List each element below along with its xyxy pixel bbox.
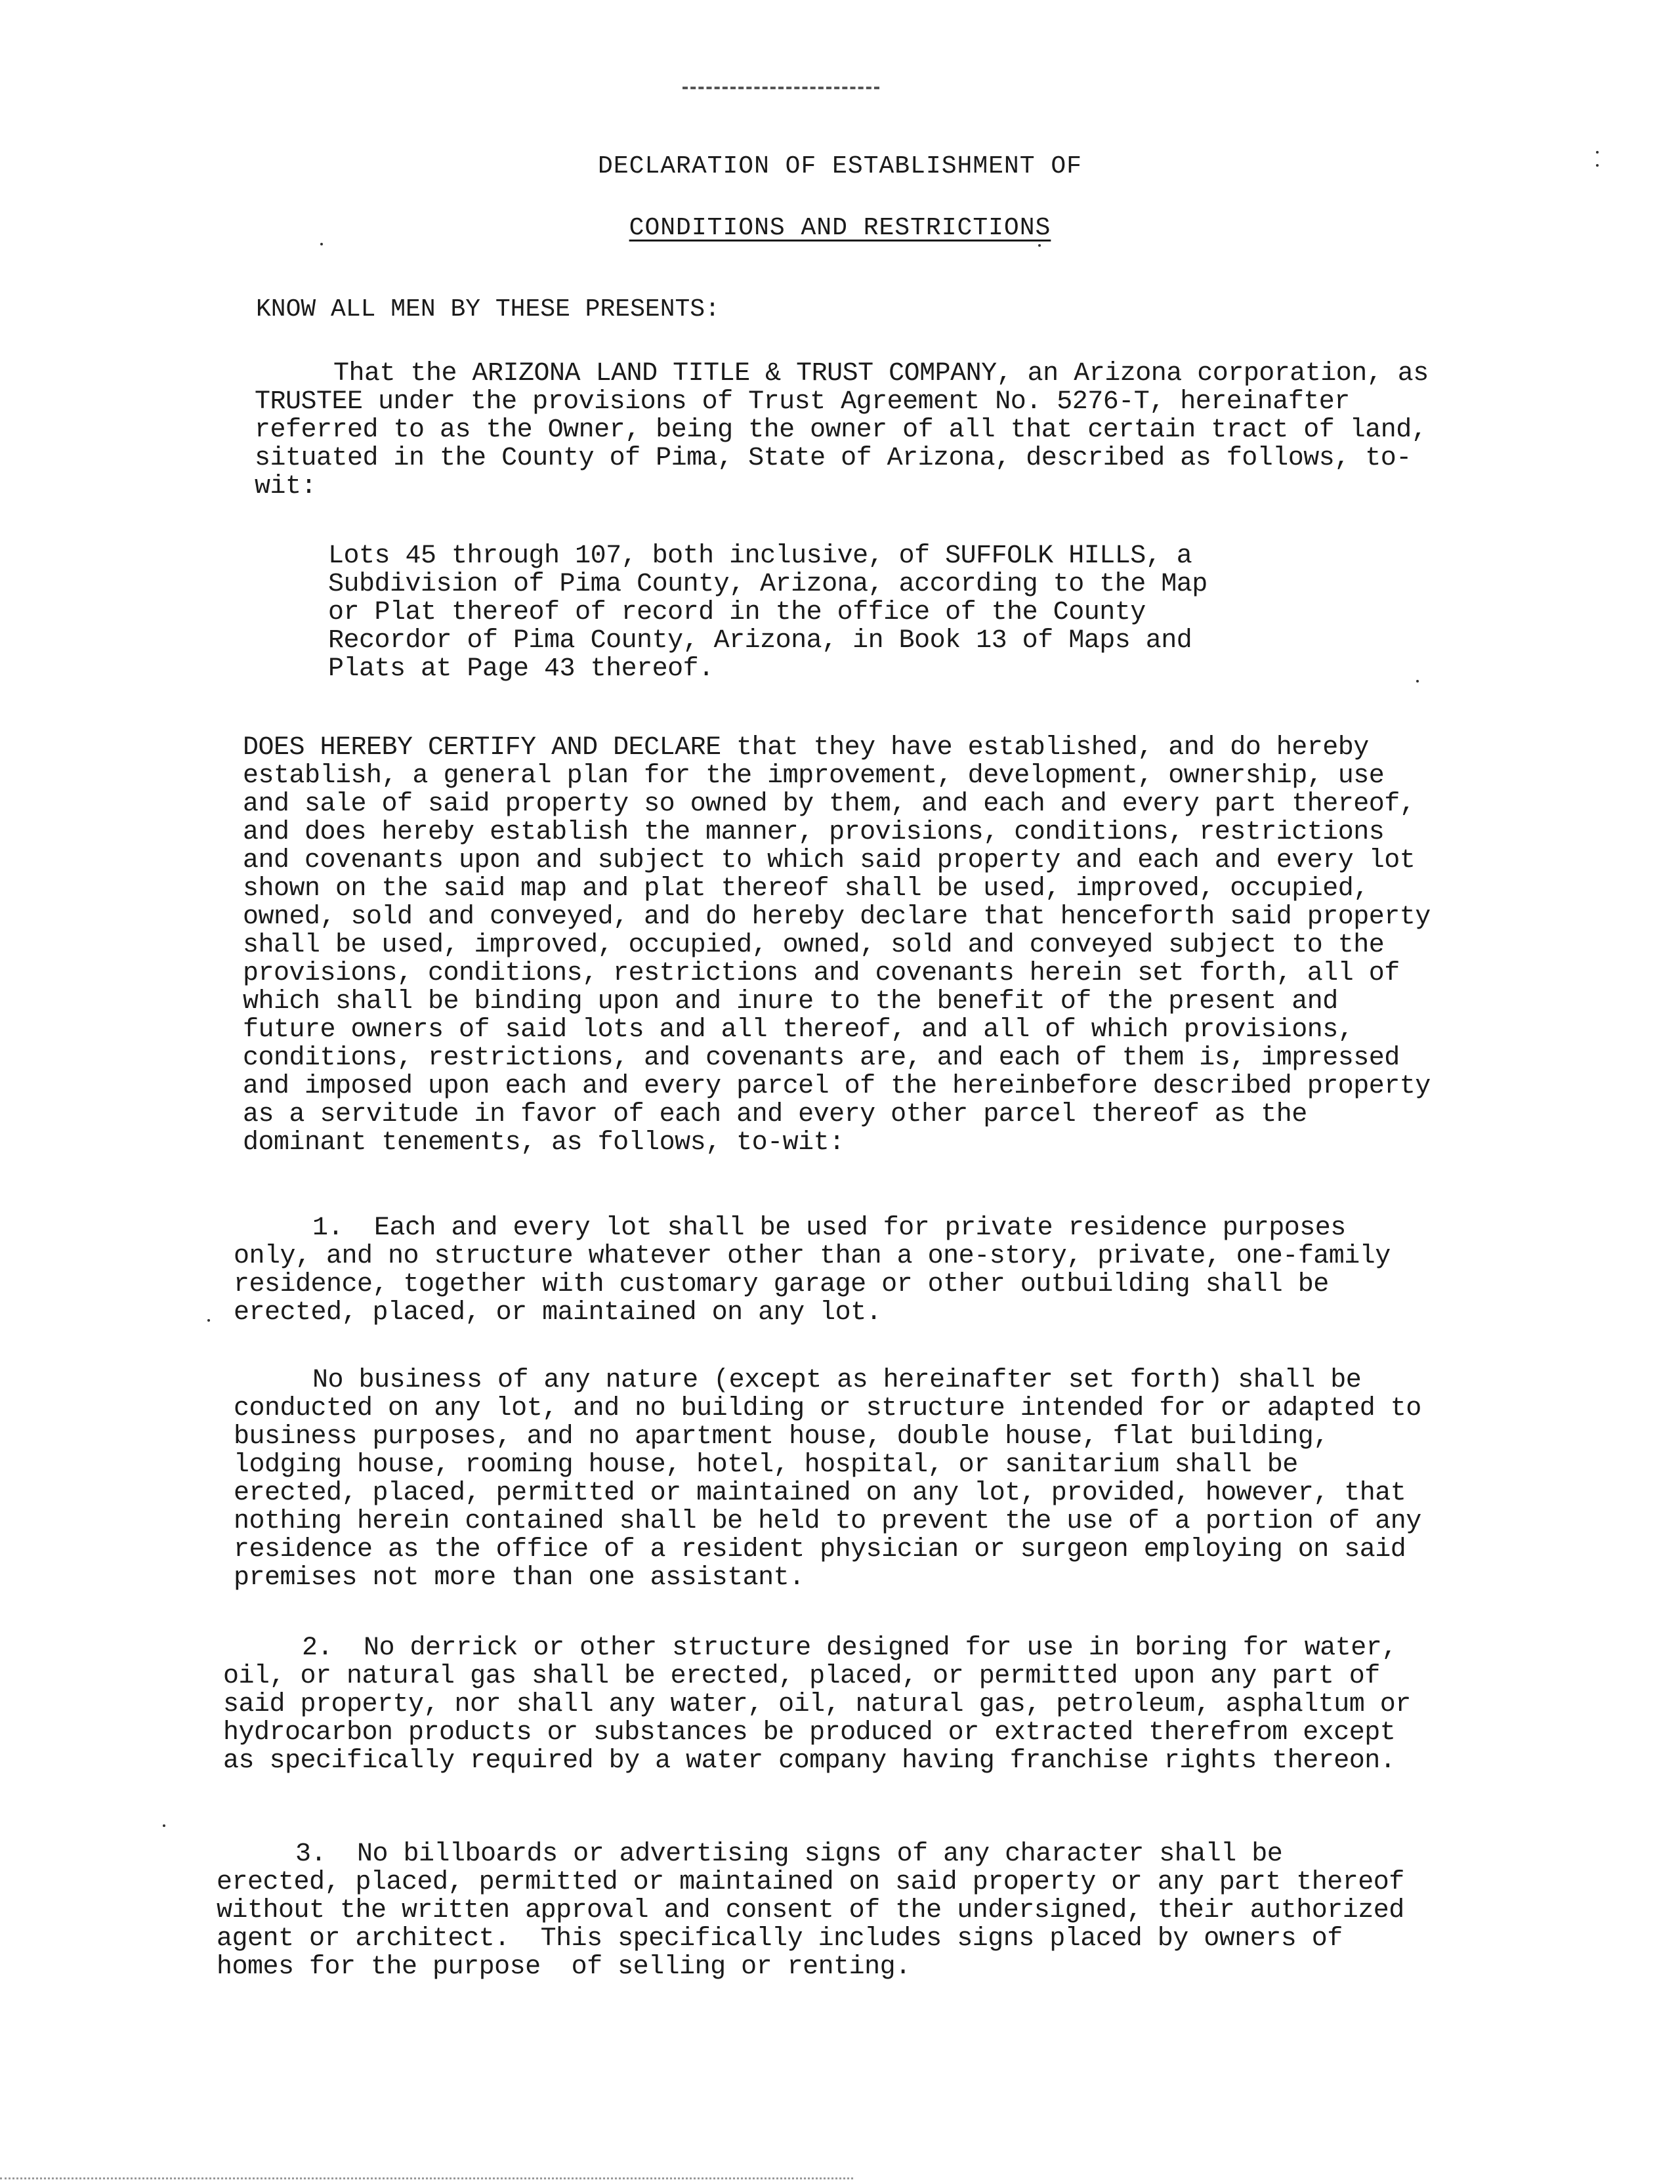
scan-speck bbox=[207, 1319, 210, 1322]
business-restriction: No business of any nature (except as hereinafter set forth) shall be conducted on any lot, and no building or structure intended for or adapted to business purposes, and no apartment house, double house, flat building, lodging house, rooming house, hotel, hospital, or sanitarium shall be erected, placed, permitted or maintained on any lot, provided, however, that nothing herein contained shall be held to prevent the use of a portion of any residence as the office of a resident physician or surgeon employing on said premises not more than one assistant. bbox=[234, 1366, 1437, 1593]
header-rule bbox=[682, 87, 879, 89]
document-title-line2: CONDITIONS AND RESTRICTIONS bbox=[629, 214, 1051, 242]
lot-description: Lots 45 through 107, both inclusive, of SUFFOLK HILLS, a Subdivision of Pima County, Arizona, according to the Map or Plat thereof of record in the office of the County Recordor of Pima County, Arizona, in Book 13 of Maps and Plats at Page 43 thereof. bbox=[328, 541, 1223, 684]
scan-speck bbox=[1596, 164, 1599, 167]
restriction-3: 3. No billboards or advertising signs of any character shall be erected, placed, permitted or maintained on said property or any part thereof without the written approval and consent of the undersigned, their authorized agent or architect. This specifically includes signs placed by owners of homes for the purpose of selling or renting. bbox=[217, 1839, 1420, 1982]
scan-speck bbox=[1596, 151, 1599, 154]
restriction-1: 1. Each and every lot shall be used for private residence purposes only, and no structure whatever other than a one-story, private, one-family residence, together with customary garage or other outbuilding shall be erected, placed, or maintained on any lot. bbox=[234, 1213, 1406, 1328]
scan-speck bbox=[163, 1824, 165, 1827]
certification-paragraph: DOES HEREBY CERTIFY AND DECLARE that they have established, and do hereby establish, a general plan for the improvement, development, ownership, use and sale of said property so owned by them, and each and every part thereof, and does hereby establish the manner, provisions, conditions, restrictions and covenants upon and subject to which said property and each and every lot shown on the said map and plat thereof shall be used, improved, occupied, owned, sold and conveyed, and do hereby declare that henceforth said property shall be used, improved, occupied, owned, sold and conveyed subject to the provisions, conditions, restrictions and covenants herein set forth, all of which shall be binding upon and inure to the benefit of the present and future owners of said lots and all thereof, and all of which provisions, conditions, restrictions, and covenants are, and each of them is, impressed and imposed upon each and every parcel of the hereinbefore described property as a servitude in favor of each and every other parcel thereof as the dominant tenements, as follows, to-wit: bbox=[243, 733, 1446, 1158]
scan-speck bbox=[1416, 680, 1419, 682]
document-title-line1: DECLARATION OF ESTABLISHMENT OF bbox=[598, 152, 1082, 180]
scan-speck bbox=[320, 243, 323, 245]
salutation: KNOW ALL MEN BY THESE PRESENTS: bbox=[256, 295, 720, 324]
scan-speck bbox=[1038, 244, 1041, 247]
restriction-2: 2. No derrick or other structure designed for use in boring for water, oil, or natural gas shall be erected, placed, or permitted upon any part of said property, nor shall any water, oil, natural gas, petroleum, asphaltum or hydrocarbon products or substances be produced or extracted therefrom except as specifically required by a water company having franchise rights thereon. bbox=[223, 1633, 1427, 1776]
intro-paragraph: That the ARIZONA LAND TITLE & TRUST COMPANY, an Arizona corporation, as TRUSTEE under the provisions of Trust Agreement No. 5276-T, hereinafter referred to as the Owner, being the owner of all that certain tract of land, situated in the County of Pima, State of Arizona, described as follows, to-wit: bbox=[255, 359, 1444, 501]
scan-edge-artifact bbox=[0, 2177, 853, 2179]
